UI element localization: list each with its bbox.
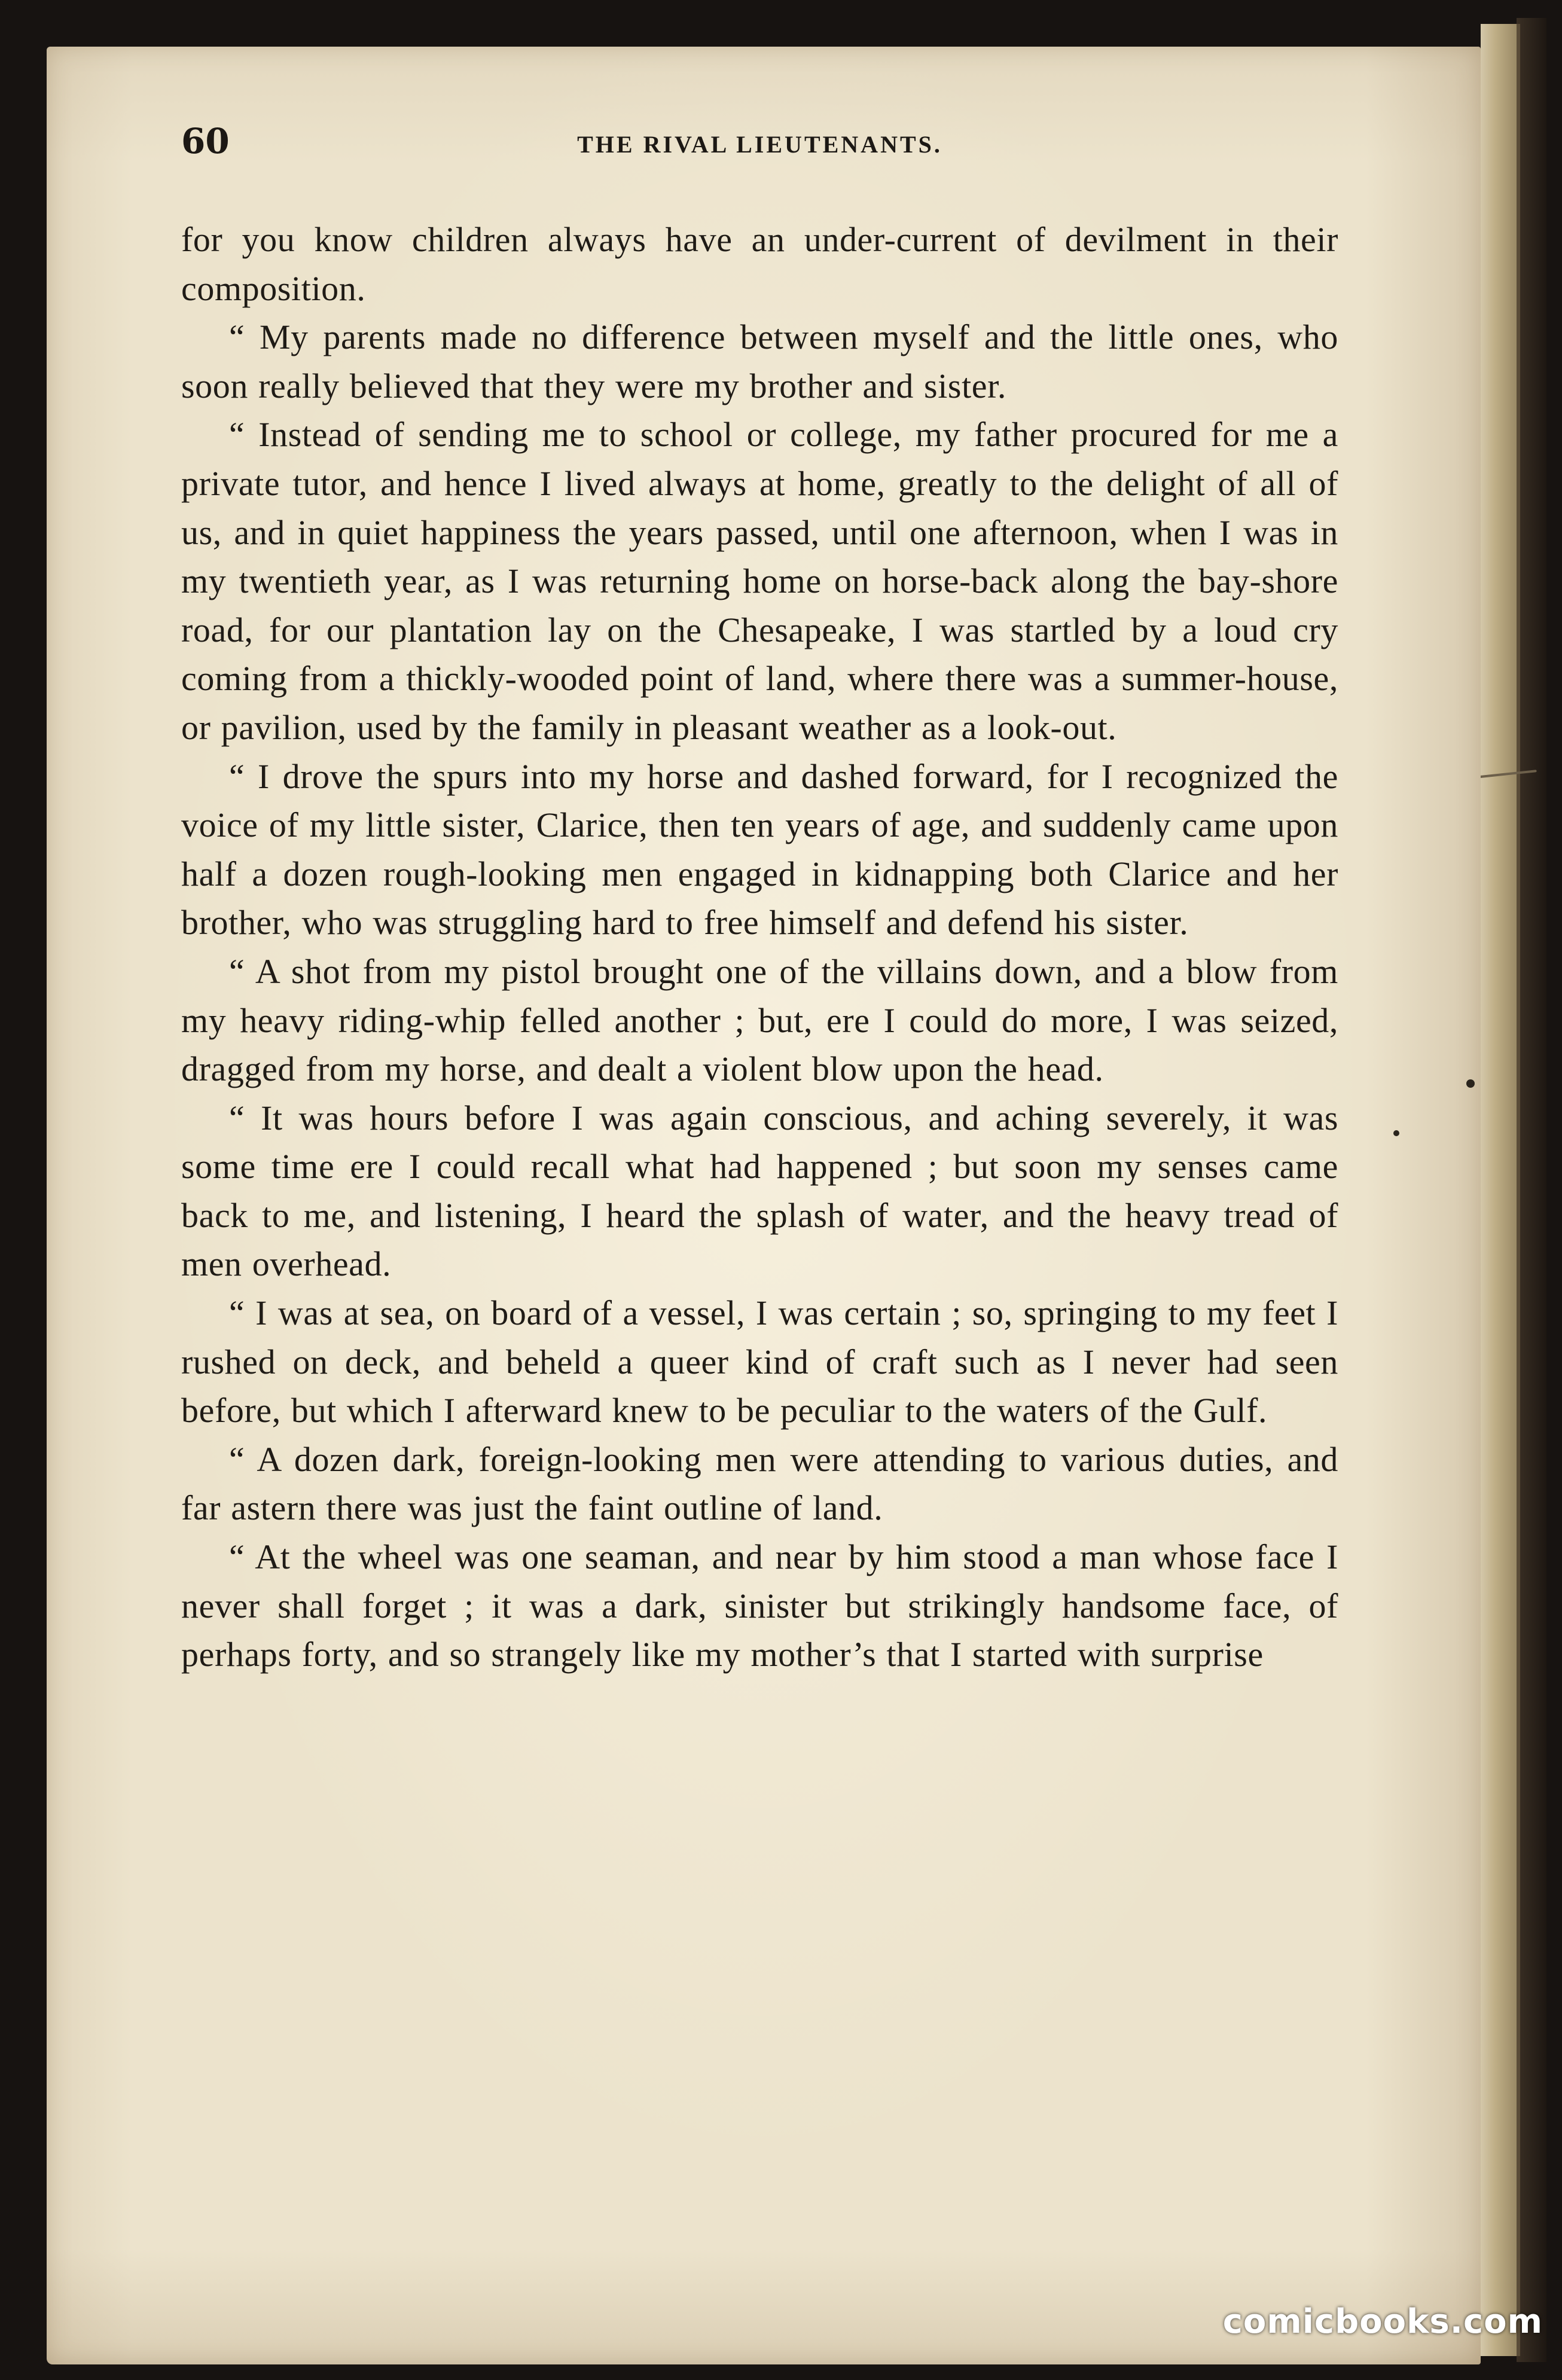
paragraph: “ A dozen dark, foreign-looking men were attending to various duties, and far astern there was just the faint outline of land. [181, 1439, 1338, 1528]
paragraph: “ It was hours before I was again conscious, and aching severely, it was some time ere I could recall what had happened ; but soon my senses came back to me, and listening, I heard the splash of water, and the heavy tread of men overhead. [181, 1098, 1338, 1284]
paragraph: “ At the wheel was one seaman, and near by him stood a man whose face I never shall forget ; it was a dark, sinister but strikingly handsome face, of perhaps forty, and so strangely like my mother’s that I started with surprise [181, 1537, 1338, 1674]
paragraph: “ I drove the spurs into my horse and dashed forward, for I recognized the voice of my little sister, Clarice, then ten years of age, and suddenly came upon half a dozen rough-looking men engaged in kidnapping both Clarice and her brother, who was struggling hard to free himself and defend his sister. [181, 756, 1338, 942]
paragraph: for you know children always have an under-current of devilment in their composition. [181, 220, 1338, 308]
paper-speck [1393, 1130, 1399, 1136]
paragraph: “ I was at sea, on board of a vessel, I was certain ; so, springing to my feet I rushed on deck, and beheld a queer kind of craft such as I never had seen before, but which I afterward knew to be peculiar to the waters of the Gulf. [181, 1293, 1338, 1430]
paragraph: “ Instead of sending me to school or college, my father procured for me a private tutor, and hence I lived always at home, greatly to the delight of all of us, and in quiet happiness the years passed, until one afternoon, when I was in my twentieth year, as I was returning home on horse-back along the bay-shore road, for our plantation lay on the Chesapeake, I was startled by a loud cry coming from a thickly-wooded point of land, where there was a summer-house, or pavilion, used by the family in pleasant weather as a look-out. [181, 415, 1338, 747]
book-spine [1481, 24, 1520, 2356]
source-watermark: comicbooks.com [1222, 2302, 1543, 2341]
paragraph: “ A shot from my pistol brought one of the villains down, and a blow from my heavy riding-whip felled another ; but, ere I could do more, I was seized, dragged from my horse, and dealt a violent blow upon the head. [181, 951, 1338, 1089]
running-title: THE RIVAL LIEUTENANTS. [577, 131, 942, 158]
paragraph: “ My parents made no difference between myself and the little ones, who soon really believed that they were my brother and sister. [181, 318, 1338, 405]
paper-speck [1466, 1079, 1475, 1088]
page-number: 60 [181, 121, 230, 161]
running-header [181, 117, 1338, 177]
page-body-text [181, 215, 1338, 2248]
book-binding-shadow [1517, 18, 1546, 2362]
